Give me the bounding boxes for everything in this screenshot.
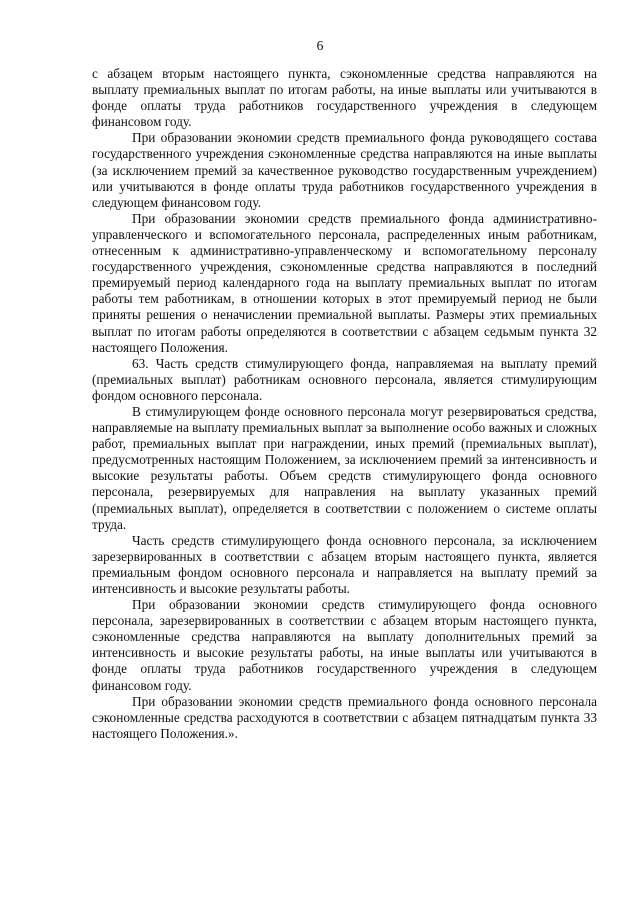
paragraph-management-fund: При образовании экономии средств премиального фонда руководящего состава государственного учреждения сэкономленные средства направляются на иные выплаты (за исключением премий за качественное руководство государственным учреждением) или учитываются в фонде оплаты труда работников государственного учреждения в следующем финансовом году. <box>92 130 597 210</box>
paragraph-premium-fund: Часть средств стимулирующего фонда основного персонала, за исключением зарезервированных в соответствии с абзацем вторым настоящего пункта, является премиальным фондом основного персонала и направляется на выплату премий за интенсивность и высокие результаты работы. <box>92 532 597 596</box>
paragraph-reserve-savings: При образовании экономии средств стимулирующего фонда основного персонала, зарезервированных в соответствии с абзацем вторым настоящего пункта, сэкономленные средства направляются на выплату дополнительных премий за интенсивность и высокие результаты работы, на иные выплаты или учитываются в фонде оплаты труда работников государственного учреждения в следующем финансовом году. <box>92 597 597 693</box>
paragraph-reserve: В стимулирующем фонде основного персонала могут резервироваться средства, направляемые на выплату премиальных выплат за выполнение особо важных и сложных работ, премиальных выплат при награждении, иных премий (премиальных выплат), предусмотренных настоящим Положением, за исключением премий за интенсивность и высокие результаты работы. Объем средств стимулирующего фонда основного персонала, резервируемых для направления на выплату указанных премий (премиальных выплат), определяется в соответствии с положением о системе оплаты труда. <box>92 403 597 532</box>
document-body <box>92 66 597 742</box>
paragraph-premium-savings: При образовании экономии средств премиального фонда основного персонала сэкономленные средства расходуются в соответствии с абзацем пятнадцатым пункта 33 настоящего Положения.». <box>92 693 597 741</box>
paragraph-item-63: 63. Часть средств стимулирующего фонда, направляемая на выплату премий (премиальных выплат) работникам основного персонала, является стимулирующим фондом основного персонала. <box>92 355 597 403</box>
paragraph-admin-fund: При образовании экономии средств премиального фонда административно-управленческого и вспомогательного персонала, распределенных иным работникам, отнесенным к административно-управленческому и вспомогательному персоналу государственного учреждения, сэкономленные средства направляются в последний премируемый период календарного года на выплату премиальных выплат по итогам работы тем работникам, в отношении которых в этот премируемый период не были приняты решения о неначислении премиальной выплаты. Размеры этих премиальных выплат по итогам работы определяются в соответствии с абзацем седьмым пункта 32 настоящего Положения. <box>92 210 597 355</box>
page-number: 6 <box>316 38 324 53</box>
paragraph-continuation: с абзацем вторым настоящего пункта, сэкономленные средства направляются на выплату премиальных выплат по итогам работы, на иные выплаты или учитываются в фонде оплаты труда работников государственного учреждения в следующем финансовом году. <box>92 66 597 130</box>
